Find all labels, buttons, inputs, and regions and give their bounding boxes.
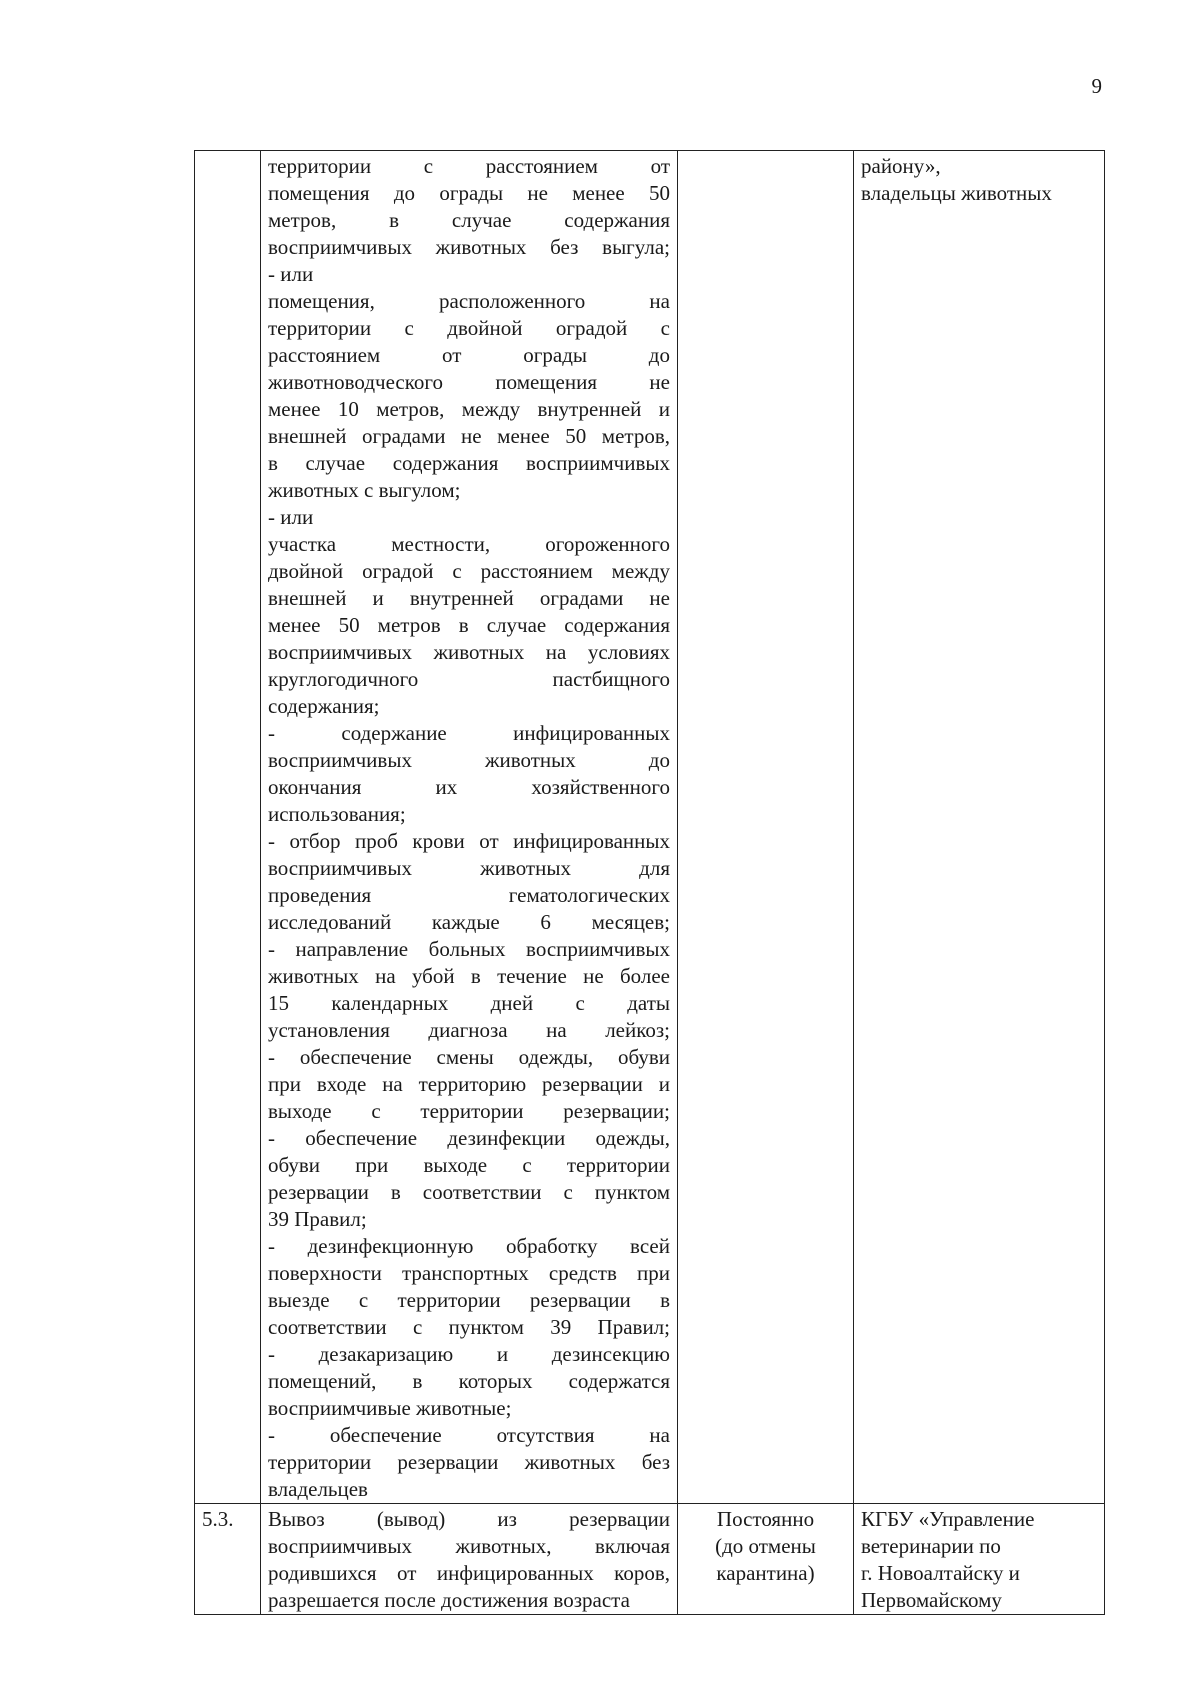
- text-line: животных с выгулом;: [268, 478, 461, 502]
- table-row-continuation: [195, 151, 1105, 1504]
- text-line: - дезинфекционную обработку всей: [268, 1234, 670, 1258]
- row-number: 5.3.: [202, 1507, 234, 1531]
- text-line: Вывоз (вывод) из резервации: [268, 1507, 670, 1531]
- text-line: установления диагноза на лейкоз;: [268, 1018, 670, 1042]
- responsible-text: [854, 1504, 1104, 1614]
- text-line: Постоянно: [716, 1507, 815, 1531]
- text-line: менее 10 метров, между внутренней и: [268, 397, 670, 421]
- text-line: - обеспечение смены одежды, обуви: [268, 1045, 670, 1069]
- text-line: окончания их хозяйственного: [268, 775, 670, 799]
- text-line: помещений, в которых содержатся: [268, 1369, 670, 1393]
- text-line: - или: [268, 262, 314, 286]
- text-line: - обеспечение дезинфекции одежды,: [268, 1126, 670, 1150]
- text-line: резервации в соответствии с пунктом: [268, 1180, 670, 1204]
- cell-measure: [261, 1504, 678, 1615]
- text-line: владельцев: [268, 1477, 368, 1501]
- text-line: родившихся от инфицированных коров,: [268, 1561, 670, 1585]
- text-line: метров, в случае содержания: [268, 208, 670, 232]
- cell-number: [195, 151, 261, 1504]
- text-line: расстоянием от ограды до: [268, 343, 670, 367]
- text-line: Первомайскому: [861, 1588, 1002, 1612]
- text-line: в случае содержания восприимчивых: [268, 451, 670, 475]
- text-line: восприимчивых животных без выгула;: [268, 235, 670, 259]
- cell-term: [678, 151, 854, 1504]
- text-line: - направление больных восприимчивых: [268, 937, 670, 961]
- text-line: соответствии с пунктом 39 Правил;: [268, 1315, 670, 1339]
- cell-responsible: [854, 151, 1105, 1504]
- text-line: разрешается после достижения возраста: [268, 1588, 630, 1612]
- text-line: животноводческого помещения не: [268, 370, 670, 394]
- text-line: восприимчивых животных до: [268, 748, 670, 772]
- text-line: 15 календарных дней с даты: [268, 991, 670, 1015]
- text-line: (до отмены: [715, 1534, 816, 1558]
- cell-responsible: [854, 1504, 1105, 1615]
- text-line: проведения гематологических: [268, 883, 670, 907]
- cell-measure: [261, 151, 678, 1504]
- text-line: территории резервации животных без: [268, 1450, 670, 1474]
- text-line: исследований каждые 6 месяцев;: [268, 910, 670, 934]
- text-line: помещения до ограды не менее 50: [268, 181, 670, 205]
- text-line: поверхности транспортных средств при: [268, 1261, 670, 1285]
- text-line: внешней оградами не менее 50 метров,: [268, 424, 670, 448]
- text-line: территории с двойной оградой с: [268, 316, 670, 340]
- responsible-text: [854, 151, 1104, 207]
- text-line: круглогодичного пастбищного: [268, 667, 670, 691]
- text-line: восприимчивые животные;: [268, 1396, 512, 1420]
- measure-text: [261, 151, 677, 1503]
- measure-text: [261, 1504, 677, 1614]
- text-line: при входе на территорию резервации и: [268, 1072, 670, 1096]
- text-line: животных на убой в течение не более: [268, 964, 670, 988]
- text-line: - обеспечение отсутствия на: [268, 1423, 670, 1447]
- text-line: восприимчивых животных, включая: [268, 1534, 670, 1558]
- page-number: 9: [1091, 74, 1102, 98]
- text-line: участка местности, огороженного: [268, 532, 670, 556]
- text-line: району»,: [861, 154, 941, 178]
- text-line: г. Новоалтайску и: [861, 1561, 1020, 1585]
- text-line: внешней и внутренней оградами не: [268, 586, 670, 610]
- text-line: карантина): [716, 1561, 815, 1585]
- text-line: - отбор проб крови от инфицированных: [268, 829, 670, 853]
- text-line: помещения, расположенного на: [268, 289, 670, 313]
- text-line: - дезакаризацию и дезинсекцию: [268, 1342, 670, 1366]
- cell-term: [678, 1504, 854, 1615]
- text-line: выезде с территории резервации в: [268, 1288, 670, 1312]
- text-line: восприимчивых животных для: [268, 856, 670, 880]
- text-line: территории с расстоянием от: [268, 154, 670, 178]
- text-line: КГБУ «Управление: [861, 1507, 1035, 1531]
- text-line: - или: [268, 505, 314, 529]
- text-line: - содержание инфицированных: [268, 721, 670, 745]
- text-line: использования;: [268, 802, 406, 826]
- term-text: [678, 1504, 853, 1587]
- text-line: содержания;: [268, 694, 380, 718]
- cell-number: [195, 1504, 261, 1615]
- text-line: 39 Правил;: [268, 1207, 367, 1231]
- text-line: двойной оградой с расстоянием между: [268, 559, 670, 583]
- text-line: выходе с территории резервации;: [268, 1099, 670, 1123]
- text-line: обуви при выходе с территории: [268, 1153, 670, 1177]
- text-line: ветеринарии по: [861, 1534, 1001, 1558]
- text-line: владельцы животных: [861, 181, 1052, 205]
- text-line: восприимчивых животных на условиях: [268, 640, 670, 664]
- measures-table: [194, 150, 1105, 1615]
- text-line: менее 50 метров в случае содержания: [268, 613, 670, 637]
- table-row-5-3: [195, 1504, 1105, 1615]
